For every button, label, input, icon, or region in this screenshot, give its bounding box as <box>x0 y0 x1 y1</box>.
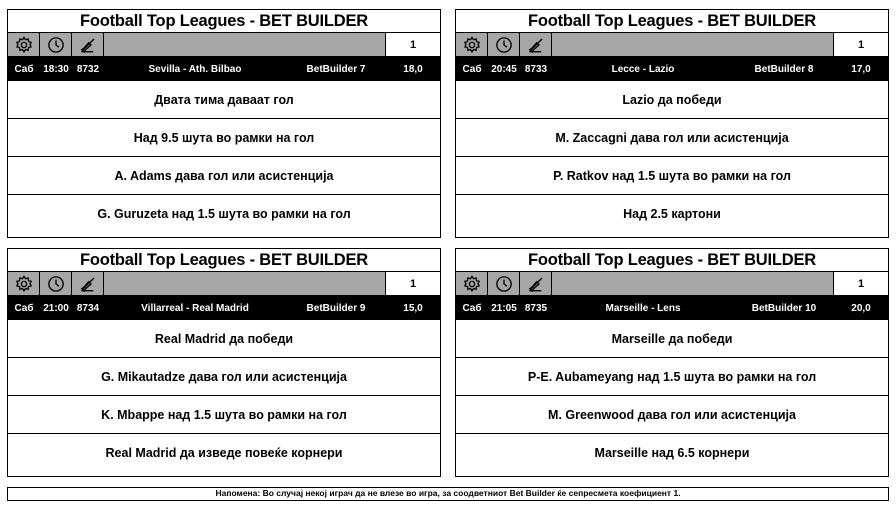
icon-row <box>8 33 440 57</box>
match-teams: Marseille - Lens <box>605 302 681 314</box>
match-day: Саб <box>14 302 34 314</box>
bet-builder-label: BetBuilder 8 <box>754 63 814 75</box>
selection-list <box>8 81 440 233</box>
selection-item: Marseille да победи <box>456 320 888 358</box>
match-odds: 15,0 <box>386 303 440 314</box>
match-day: Саб <box>462 63 482 75</box>
selection-list <box>456 81 888 233</box>
selection-count: 1 <box>834 272 888 295</box>
selection-item: M. Zaccagni дава гол или асистенција <box>456 119 888 157</box>
selection-count: 1 <box>834 33 888 56</box>
bet-builder-label: BetBuilder 10 <box>751 302 817 314</box>
clock-icon <box>40 33 72 56</box>
match-time: 20:45 <box>491 63 517 75</box>
match-odds: 17,0 <box>834 64 888 75</box>
clock-icon <box>488 272 520 295</box>
no-write-icon <box>72 272 104 295</box>
match-odds: 20,0 <box>834 303 888 314</box>
card-title: Football Top Leagues - BET BUILDER <box>456 249 888 272</box>
gear-icon <box>456 33 488 56</box>
bet-builder-card <box>455 248 889 477</box>
match-teams: Lecce - Lazio <box>611 63 675 75</box>
selection-item: A. Adams дава гол или асистенција <box>8 157 440 195</box>
selection-count: 1 <box>386 33 440 56</box>
icon-row-spacer <box>104 33 386 56</box>
gear-icon <box>8 272 40 295</box>
selection-item: Над 9.5 шута во рамки на гол <box>8 119 440 157</box>
selection-item: Над 2.5 картони <box>623 207 721 221</box>
match-code: 8732 <box>76 63 100 75</box>
card-title: Football Top Leagues - BET BUILDER <box>456 10 888 33</box>
match-time: 18:30 <box>43 63 69 75</box>
icon-row-spacer <box>552 272 834 295</box>
match-teams: Sevilla - Ath. Bilbao <box>148 63 242 75</box>
match-day: Саб <box>462 302 482 314</box>
card-title: Football Top Leagues - BET BUILDER <box>8 249 440 272</box>
selection-item: Marseille над 6.5 корнери <box>594 446 750 460</box>
bet-builder-card <box>7 9 441 238</box>
selection-item: P-E. Aubameyang над 1.5 шута во рамки на гол <box>456 358 888 396</box>
match-row <box>456 57 888 81</box>
no-write-icon <box>72 33 104 56</box>
icon-row <box>456 272 888 296</box>
no-write-icon <box>520 33 552 56</box>
gear-icon <box>8 33 40 56</box>
bet-builder-card <box>455 9 889 238</box>
match-row <box>456 296 888 320</box>
selection-item: Lazio да победи <box>456 81 888 119</box>
icon-row <box>8 272 440 296</box>
match-time: 21:05 <box>491 302 517 314</box>
match-code: 8733 <box>524 63 548 75</box>
selection-item: M. Greenwood дава гол или асистенција <box>456 396 888 434</box>
selection-item: Двата тима даваат гол <box>8 81 440 119</box>
clock-icon <box>40 272 72 295</box>
clock-icon <box>488 33 520 56</box>
match-row <box>8 296 440 320</box>
match-odds: 18,0 <box>386 64 440 75</box>
selection-list <box>456 320 888 472</box>
icon-row <box>456 33 888 57</box>
card-title: Football Top Leagues - BET BUILDER <box>8 10 440 33</box>
bet-builder-label: BetBuilder 7 <box>306 63 366 75</box>
icon-row-spacer <box>552 33 834 56</box>
bet-builder-card <box>7 248 441 477</box>
selection-item: Real Madrid да победи <box>8 320 440 358</box>
bet-builder-label: BetBuilder 9 <box>306 302 366 314</box>
gear-icon <box>456 272 488 295</box>
match-code: 8735 <box>524 302 548 314</box>
match-teams: Villarreal - Real Madrid <box>141 302 249 314</box>
selection-list <box>8 320 440 472</box>
match-code: 8734 <box>76 302 100 314</box>
selection-count: 1 <box>386 272 440 295</box>
match-day: Саб <box>14 63 34 75</box>
selection-item: G. Mikautadze дава гол или асистенција <box>8 358 440 396</box>
match-row <box>8 57 440 81</box>
selection-item: G. Guruzeta над 1.5 шута во рамки на гол <box>97 207 351 221</box>
footer-note: Напомена: Во случај некој играч да не влезе во игра, за соодветниот Bet Builder ќе сепресмета коефициент 1. <box>7 487 889 501</box>
selection-item: Real Madrid да изведе повеќе корнери <box>105 446 343 460</box>
selection-item: P. Ratkov над 1.5 шута во рамки на гол <box>456 157 888 195</box>
selection-item: K. Mbappe над 1.5 шута во рамки на гол <box>8 396 440 434</box>
icon-row-spacer <box>104 272 386 295</box>
match-time: 21:00 <box>43 302 69 314</box>
no-write-icon <box>520 272 552 295</box>
